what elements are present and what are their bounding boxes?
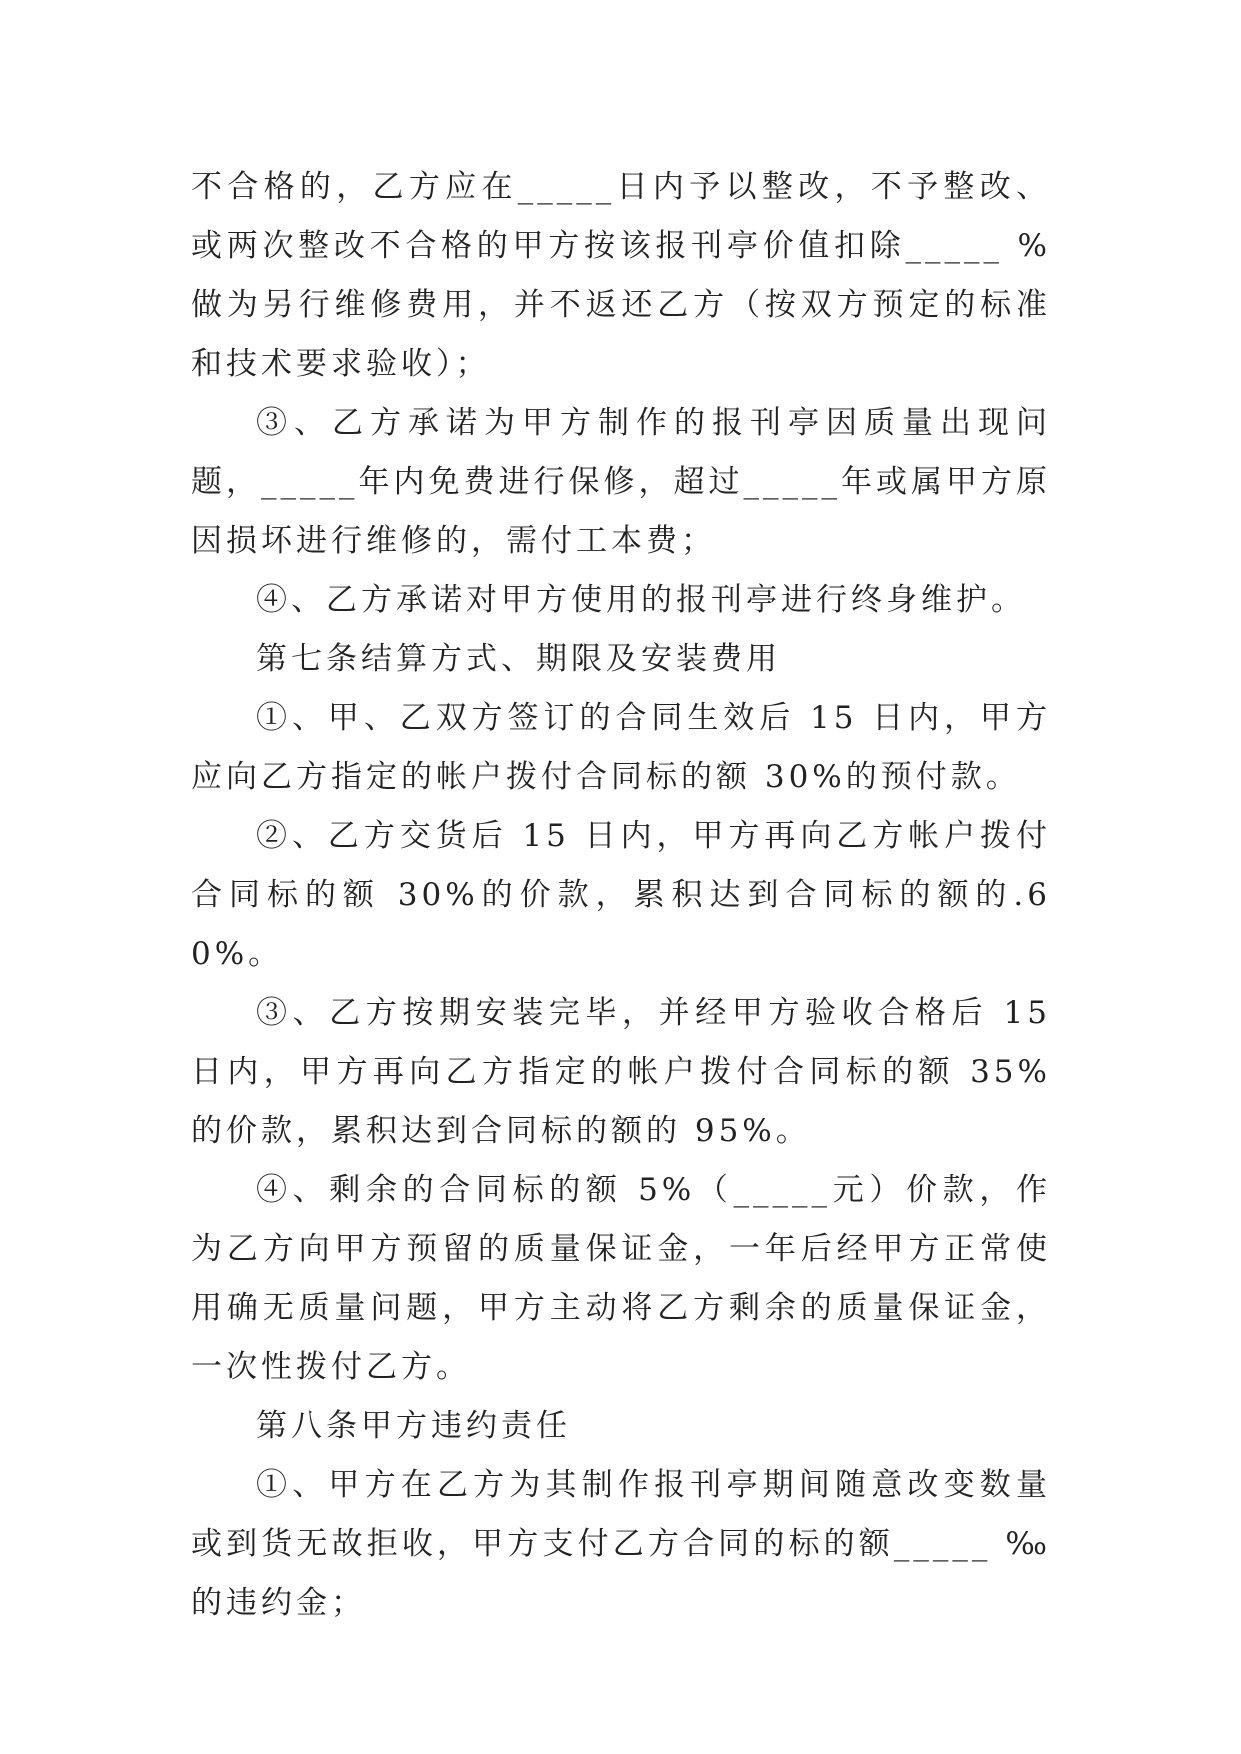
paragraph-rectification-terms: 不合格的，乙方应在_____日内予以整改，不予整改、或两次整改不合格的甲方按该报刊亭价值扣除_____ %做为另行维修费用，并不返还乙方（按双方预定的标准和技术要求验收）； xyxy=(191,169,1051,382)
document-body xyxy=(191,158,1051,1633)
paragraph-advance-payment: ①、甲、乙双方签订的合同生效后 15 日内，甲方应向乙方指定的帐户拨付合同标的额 30%的预付款。 xyxy=(191,700,1051,795)
article-eight-heading: 第八条甲方违约责任 xyxy=(256,1408,571,1444)
article-seven-heading: 第七条结算方式、期限及安装费用 xyxy=(256,641,781,677)
paragraph-delivery-payment: ②、乙方交货后 15 日内，甲方再向乙方帐户拨付合同标的额 30%的价款，累积达到合同标的额的.60%。 xyxy=(191,818,1051,972)
paragraph-breach-penalty: ①、甲方在乙方为其制作报刊亭期间随意改变数量或到货无故拒收，甲方支付乙方合同的标的额_____ ‰的违约金； xyxy=(191,1467,1051,1621)
paragraph-installation-payment: ③、乙方按期安装完毕，并经甲方验收合格后 15 日内，甲方再向乙方指定的帐户拨付合同标的额 35%的价款，累积达到合同标的额的 95%。 xyxy=(191,995,1051,1149)
paragraph-warranty: ③、乙方承诺为甲方制作的报刊亭因质量出现问题，_____年内免费进行保修，超过_____年或属甲方原因损坏进行维修的，需付工本费； xyxy=(191,405,1051,559)
paragraph-quality-deposit: ④、剩余的合同标的额 5%（_____元）价款，作为乙方向甲方预留的质量保证金，一年后经甲方正常使用确无质量问题，甲方主动将乙方剩余的质量保证金，一次性拨付乙方。 xyxy=(191,1172,1051,1385)
paragraph-lifetime-maintenance: ④、乙方承诺对甲方使用的报刊亭进行终身维护。 xyxy=(256,582,1026,618)
